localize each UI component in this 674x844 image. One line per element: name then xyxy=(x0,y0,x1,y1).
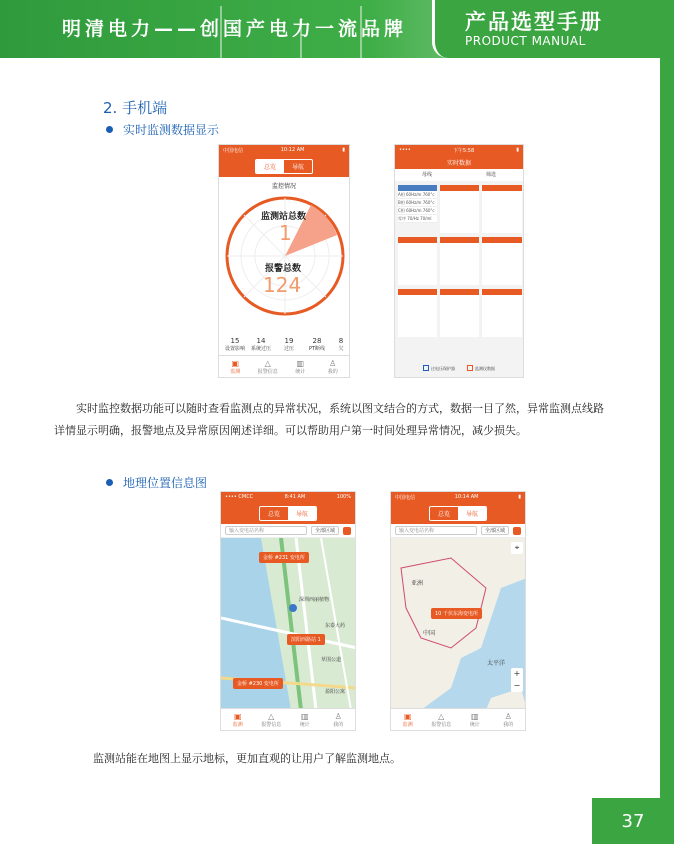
carrier-text: 中国电信 xyxy=(223,147,244,154)
segment-control xyxy=(255,159,313,174)
nav-header xyxy=(391,502,525,524)
battery-icon: ▮ xyxy=(342,147,345,153)
tab-nav[interactable]: 导航 xyxy=(288,507,316,520)
bullet-dot xyxy=(106,479,113,486)
stat-label: 系统过压 xyxy=(250,346,271,352)
tabbar-label: 我的 xyxy=(327,369,338,375)
time-text: 10:12 AM xyxy=(280,147,305,153)
search-input[interactable]: 输入变电站名称 xyxy=(225,526,307,535)
tabbar-mine[interactable] xyxy=(317,356,350,377)
segment-control xyxy=(259,506,317,521)
phone-monitor-screen xyxy=(218,144,350,378)
legend-label: 监测仪数据 xyxy=(475,366,495,371)
region-map[interactable] xyxy=(391,538,526,710)
page-number: 37 xyxy=(592,798,674,844)
tabbar-label: 报警信息 xyxy=(261,722,282,728)
gauge-total-label: 监测站总数 xyxy=(261,212,307,222)
table-row: B相 60Hz/m 760°c xyxy=(398,199,437,207)
tab-bar xyxy=(221,708,355,730)
stat-label: 过压 xyxy=(283,346,294,352)
chart-icon: ▥ xyxy=(296,359,305,368)
filter-select[interactable]: 筛选 xyxy=(485,172,496,178)
status-bar xyxy=(395,145,523,155)
data-card xyxy=(440,185,479,233)
card-header xyxy=(440,237,479,243)
search-bar xyxy=(391,524,525,538)
chart-icon: ▥ xyxy=(470,712,479,721)
bullet-map-label: 地理位置信息图 xyxy=(123,476,208,490)
card-header xyxy=(398,237,437,243)
chart-icon: ▥ xyxy=(300,712,309,721)
tabbar-monitor[interactable] xyxy=(221,709,255,730)
tabbar-label: 报警信息 xyxy=(431,722,452,728)
nav-header xyxy=(219,155,349,177)
map-pin[interactable]: 金桥 #231 变电所 xyxy=(259,552,309,563)
table-row: A相 60Hz/m 760°c xyxy=(398,191,437,199)
stat-value: 28 xyxy=(312,337,322,345)
side-stripe xyxy=(660,58,674,798)
phone-realtime-table xyxy=(394,144,524,378)
monitor-icon: ▣ xyxy=(231,359,240,368)
phone-street-map xyxy=(220,491,356,731)
data-card xyxy=(398,289,437,337)
monitor-icon: ▣ xyxy=(233,712,242,721)
stat-item xyxy=(249,337,273,352)
battery-text: 100% xyxy=(336,494,351,500)
tabbar-alarm[interactable] xyxy=(255,709,289,730)
legend-label: 过电压保护器 xyxy=(431,366,455,371)
region-dropdown[interactable]: 全部区域 xyxy=(481,526,509,535)
monitor-heading: 监控情况 xyxy=(271,183,296,190)
tabbar-label: 报警信息 xyxy=(257,369,278,375)
header-slogan: 明清电力——创国产电力一流品牌 xyxy=(62,18,408,40)
tabbar-stats[interactable] xyxy=(458,709,492,730)
map-pin[interactable]: 金桥 #230 变电所 xyxy=(233,678,283,689)
place-label: 草围公道 xyxy=(321,657,342,663)
data-card xyxy=(482,237,522,285)
data-card xyxy=(398,185,437,223)
tabbar-mine[interactable] xyxy=(322,709,356,730)
tabbar-label: 监测 xyxy=(230,369,241,375)
legend-swatch xyxy=(467,365,473,371)
tab-nav[interactable]: 导航 xyxy=(292,163,305,171)
zoom-out-icon[interactable]: − xyxy=(513,681,521,690)
table-row: 零序 70/Hz 70/ml xyxy=(398,215,437,223)
tab-bar xyxy=(391,708,525,730)
data-card xyxy=(440,237,479,285)
bullet-map xyxy=(106,474,207,491)
tabbar-alarm[interactable] xyxy=(425,709,459,730)
tabbar-label: 统计 xyxy=(299,722,310,728)
battery-icon: ▮ xyxy=(516,147,519,153)
tab-overview[interactable]: 总览 xyxy=(256,160,284,173)
manual-title-cn: 产品选型手册 xyxy=(465,10,603,34)
stat-item xyxy=(277,337,301,352)
tabbar-label: 监测 xyxy=(232,722,243,728)
tabbar-label: 统计 xyxy=(469,722,480,728)
page-title: 实时数据 xyxy=(446,159,471,167)
monitor-icon: ▣ xyxy=(403,712,412,721)
nav-header xyxy=(221,502,355,524)
gauge-total-value: 1 xyxy=(279,221,292,245)
bullet-dot xyxy=(106,126,113,133)
legend xyxy=(423,365,495,372)
stat-label: PT断线 xyxy=(308,346,326,352)
user-icon: ♙ xyxy=(329,359,337,368)
legend-swatch xyxy=(423,365,429,371)
tabbar-label: 我的 xyxy=(333,722,344,728)
card-header xyxy=(482,289,522,295)
place-label: 盈阳公寓 xyxy=(325,689,346,695)
battery-icon: ▮ xyxy=(518,494,521,500)
manual-title-tab xyxy=(432,0,674,58)
section-title: 2. 手机端 xyxy=(103,99,168,117)
tabbar-stats[interactable] xyxy=(288,709,322,730)
place-label: 深圳西丽植物 xyxy=(299,597,330,603)
card-header xyxy=(440,185,479,191)
manual-title-en: PRODUCT MANUAL xyxy=(465,34,586,48)
tabbar-alarm[interactable] xyxy=(252,356,285,377)
tab-overview[interactable]: 总览 xyxy=(437,510,450,518)
carrier-text: •••• xyxy=(399,147,411,153)
table-row: C相 60Hz/m 760°c xyxy=(398,207,437,215)
tab-nav[interactable]: 导航 xyxy=(458,507,486,520)
tabbar-label: 监测 xyxy=(402,722,413,728)
page-title-bar xyxy=(395,155,523,169)
stat-value: 8 xyxy=(338,337,344,345)
tab-bar xyxy=(219,355,349,377)
place-label: 东泰大药 xyxy=(325,623,346,629)
tabbar-monitor[interactable] xyxy=(391,709,425,730)
stat-value: 14 xyxy=(256,337,266,345)
gauge-alarm-label: 报警总数 xyxy=(265,264,302,274)
status-bar xyxy=(391,492,525,502)
bullet-realtime xyxy=(106,121,219,138)
map-pin[interactable]: 滨阳西路站 1 xyxy=(287,634,325,645)
time-text: 10:14 AM xyxy=(454,494,479,500)
map-pin[interactable]: 10 千伏东海变电所 xyxy=(431,608,482,619)
card-header xyxy=(440,289,479,295)
status-bar xyxy=(221,492,355,502)
place-label: 中国 xyxy=(423,630,436,637)
stat-value: 15 xyxy=(230,337,240,345)
zoom-in-icon[interactable]: + xyxy=(513,669,521,678)
filter-button[interactable] xyxy=(513,527,521,535)
user-icon: ♙ xyxy=(334,712,342,721)
tabbar-monitor[interactable] xyxy=(219,356,252,377)
stat-item xyxy=(333,337,349,352)
search-bar xyxy=(221,524,355,538)
bell-icon: △ xyxy=(264,359,271,368)
carrier-text: •••• CMCC xyxy=(225,494,254,500)
bullet-realtime-label: 实时监测数据显示 xyxy=(123,123,220,137)
paragraph-map: 监测站能在地图上显示地标，更加直观的让用户了解监测地点。 xyxy=(93,752,401,765)
stat-item xyxy=(305,337,329,352)
tabbar-mine[interactable] xyxy=(492,709,526,730)
time-text: 8:41 AM xyxy=(284,494,306,500)
street-map[interactable] xyxy=(221,538,356,710)
filter-bar xyxy=(395,169,523,181)
stat-value: 19 xyxy=(284,337,294,345)
card-header xyxy=(398,289,437,295)
tab-overview[interactable]: 总览 xyxy=(267,510,280,518)
tabbar-label: 统计 xyxy=(295,369,306,375)
legend-item xyxy=(467,365,495,372)
data-card xyxy=(398,237,437,285)
tabbar-stats[interactable] xyxy=(284,356,317,377)
time-text: 下午5:58 xyxy=(452,147,475,154)
place-label: 太平洋 xyxy=(487,660,506,667)
tabbar-label: 我的 xyxy=(503,722,514,728)
card-header xyxy=(482,237,522,243)
gauge-alarm-value: 124 xyxy=(263,273,302,297)
phone-region-map xyxy=(390,491,526,731)
user-icon: ♙ xyxy=(504,712,512,721)
segment-control xyxy=(429,506,487,521)
paragraph-realtime: 实时监控数据功能可以随时查看监测点的异常状况，系统以图文结合的方式，数据一目了然，异常监测点线路详情显示明确，报警地点及异常原因阐述详细。可以帮助用户第一时间处理异常情况，减少损失。 xyxy=(54,402,604,437)
filter-button[interactable] xyxy=(343,527,351,535)
card-header xyxy=(482,185,522,191)
carrier-text: 中国电信 xyxy=(395,494,416,501)
data-card xyxy=(482,289,522,337)
bell-icon: △ xyxy=(438,712,445,721)
region-map-drawing xyxy=(391,538,526,710)
zoom-control xyxy=(511,668,523,692)
stat-item xyxy=(223,337,247,352)
filter-busbar[interactable]: 母线 xyxy=(421,172,432,178)
stat-label: 设置影响 xyxy=(224,346,245,352)
data-card xyxy=(440,289,479,337)
status-bar xyxy=(219,145,349,155)
data-card xyxy=(482,185,522,233)
legend-item xyxy=(423,365,455,372)
place-label: 亚洲 xyxy=(411,580,424,587)
stat-label: 欠 xyxy=(338,346,344,352)
search-input[interactable]: 输入变电站名称 xyxy=(395,526,477,535)
locate-icon[interactable]: ⌖ xyxy=(511,542,523,554)
bell-icon: △ xyxy=(268,712,275,721)
region-dropdown[interactable]: 全部区域 xyxy=(311,526,339,535)
